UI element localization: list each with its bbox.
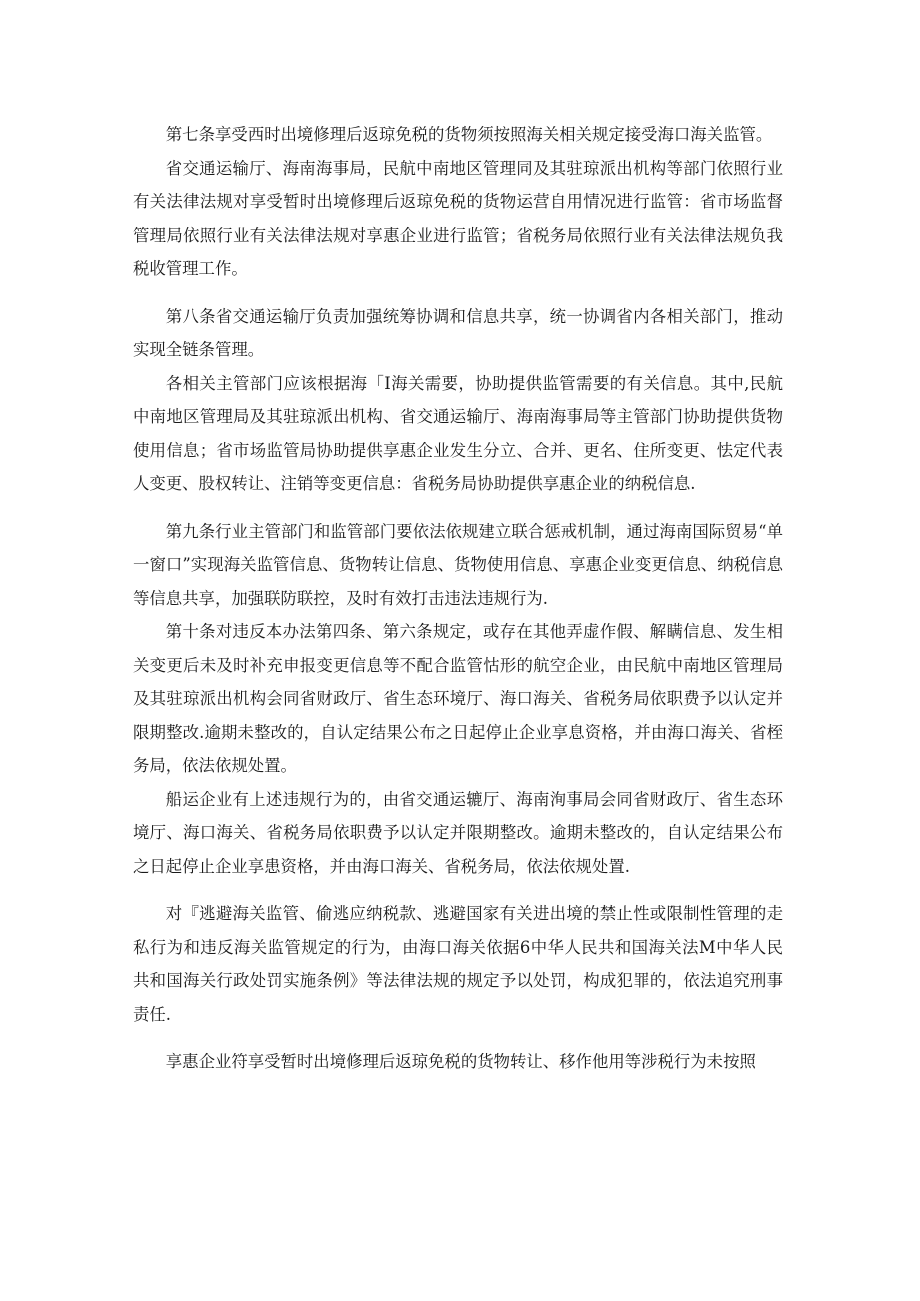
document-body <box>133 118 783 1079</box>
paragraph-tax-violations: 享惠企业符享受暂时出境修理后返琼免税的货物转让、移作他用等涉税行为未按照 <box>165 1052 756 1071</box>
paragraph-article-9: 第九条行业主管部门和监管部门要依法依规建立联合惩戒机制，通过海南国际贸易“单一窗口”实现海关监管信息、货物转让信息、货物使用信息、享惠企业变更信息、纳税信息等信息共享，加强联防联控，及时有效打击违法违规行为. <box>133 521 783 608</box>
paragraph-article-7: 第七条享受西时出境修理后返琼免税的货物须按照海关相关规定接受海口海关监管。 <box>165 125 773 144</box>
paragraph-info-sharing: 各相关主管部门应该根据海「I海关需要，协助提供监管需要的有关信息。其中,民航中南地区管理局及其驻琼派出机构、省交通运输厅、海南海事局等主管部门协助提供货物使用信息；省市场监管局协助提供享惠企业发生分立、合并、更名、住所变更、怯定代表人变更、股权转让、注销等变更信息：省税务局协助提供享惠企业的纳税信息. <box>133 373 783 493</box>
paragraph-supervision-duties: 省交通运输厅、海南海事局，民航中南地区管理同及其驻琼派出机构等部门依照行业有关法律法规对享受暂时出境修理后返琼免税的货物运营自用情况进行监管：省市场监督管理局依照行业有关法律法规对享惠企业进行监管；省税务局依照行业有关法律法规负我税收管理工作。 <box>133 158 783 278</box>
paragraph-smuggling-penalties: 对『逃避海关监管、偷逃应纳税款、逃避国家有关进出境的禁止性或限制性管理的走私行为和违反海关监管规定的行为，由海口海关依据6中华人民共和国海关法M中华人民共和国海关行政处罚实施条例》等法律法规的规定予以处罚，构成犯罪的，依法追究刑事责任. <box>133 904 783 1024</box>
paragraph-shipping-enterprises: 船运企业有上述违规行为的，由省交通运辘厅、海南洵事局会同省财政厅、省生态环境厅、海口海关、省税务局依职费予以认定并限期整改。逾期未整改的，自认定结果公布之日起停止企业享患资格，并由海口海关、省税务局，依法依规处置. <box>133 789 783 876</box>
paragraph-article-8: 第八条省交通运输厅负责加强统筹协调和信息共享，统一协调省内各相关部门，推动实现全链条管理。 <box>133 306 783 359</box>
paragraph-article-10: 第十条对违反本办法第四条、第六条规定，或存在其他弄虚作假、解瞒信息、发生相关变更后未及时补充申报变更信息等不配合监管怙形的航空企业，由民航中南地区管理局及其驻琼派出机构会同省财政厅、省生态环境厅、海口海关、省税务局依职费予以认定并限期整改.逾期未整改的，自认定结果公布之日起停止企业享息资格，并由海口海关、省桎务局，依法依规处置。 <box>133 622 783 775</box>
